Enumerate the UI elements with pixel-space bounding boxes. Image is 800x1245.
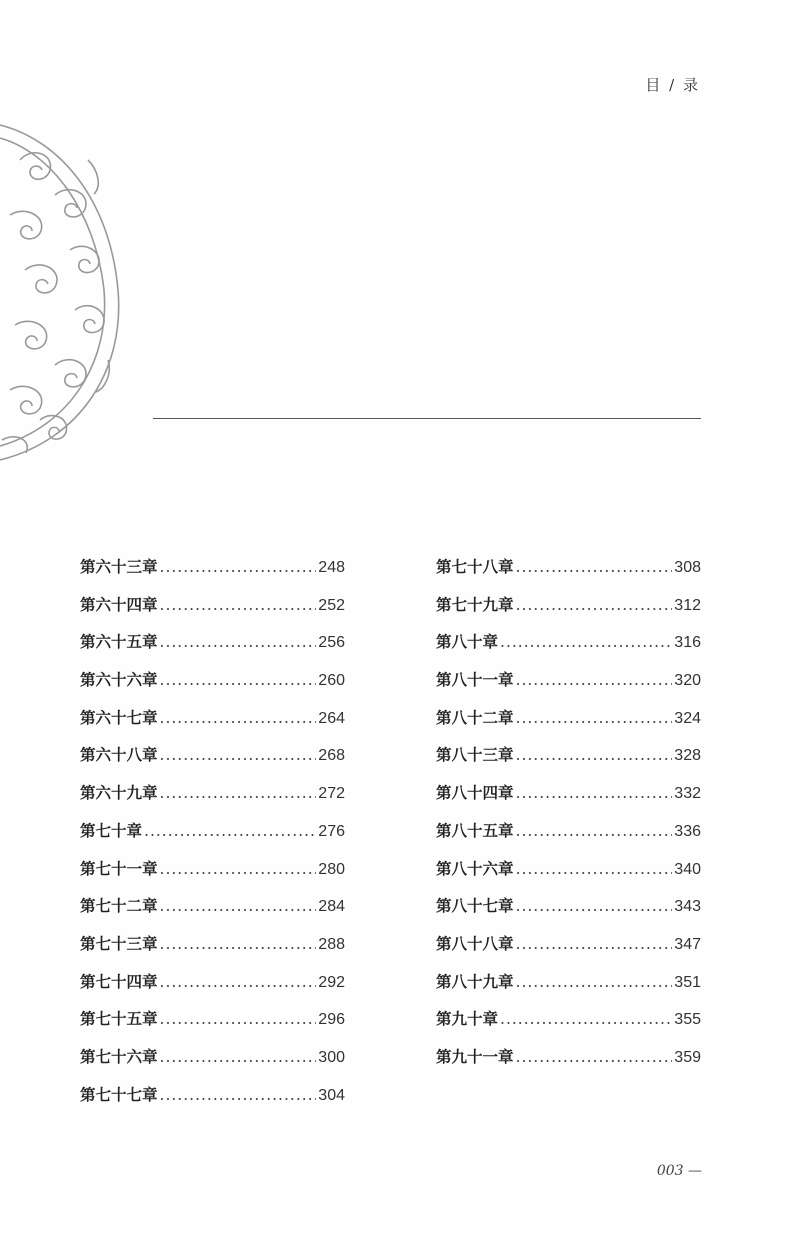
toc-entry[interactable] xyxy=(80,1084,345,1122)
toc-leader-dots xyxy=(500,631,672,653)
toc-page-number: 332 xyxy=(674,785,701,803)
toc-chapter-label: 第七十二章 xyxy=(80,896,158,916)
toc-page-number: 343 xyxy=(674,898,701,916)
toc-chapter-label: 第六十八章 xyxy=(80,745,158,765)
toc-leader-dots xyxy=(160,782,317,804)
toc-page-number: 304 xyxy=(318,1086,345,1104)
toc-chapter-label: 第七十六章 xyxy=(80,1046,158,1066)
toc-leader-dots xyxy=(516,594,673,616)
toc-page-number: 280 xyxy=(318,860,345,878)
toc-chapter-label: 第八十四章 xyxy=(436,783,514,803)
toc-page-number: 296 xyxy=(318,1011,345,1029)
toc-page-number: 252 xyxy=(318,596,345,614)
toc-entry[interactable] xyxy=(80,1008,345,1046)
toc-leader-dots xyxy=(516,820,673,842)
toc-leader-dots xyxy=(516,971,673,993)
toc-entry[interactable] xyxy=(80,594,345,632)
toc-chapter-label: 第七十九章 xyxy=(436,594,514,614)
toc-chapter-label: 第九十一章 xyxy=(436,1046,514,1066)
page-number: 003 — xyxy=(656,1163,702,1179)
toc-chapter-label: 第六十五章 xyxy=(80,632,158,652)
toc-leader-dots xyxy=(160,1008,317,1030)
toc-entry[interactable] xyxy=(436,669,701,707)
toc-chapter-label: 第七十一章 xyxy=(80,858,158,878)
toc-leader-dots xyxy=(516,895,673,917)
toc-leader-dots xyxy=(160,594,317,616)
toc-leader-dots xyxy=(160,971,317,993)
toc-page-number: 320 xyxy=(674,672,701,690)
toc-chapter-label: 第七十七章 xyxy=(80,1084,158,1104)
toc-column-right xyxy=(436,556,701,1084)
toc-page-number: 316 xyxy=(674,634,701,652)
toc-entry[interactable] xyxy=(436,1046,701,1084)
toc-leader-dots xyxy=(160,556,317,578)
toc-chapter-label: 第八十九章 xyxy=(436,971,514,991)
toc-entry[interactable] xyxy=(80,744,345,782)
toc-chapter-label: 第七十四章 xyxy=(80,971,158,991)
toc-page-number: 272 xyxy=(318,785,345,803)
toc-leader-dots xyxy=(516,782,673,804)
toc-page-number: 292 xyxy=(318,973,345,991)
toc-chapter-label: 第八十二章 xyxy=(436,707,514,727)
toc-entry[interactable] xyxy=(436,744,701,782)
toc-page-number: 308 xyxy=(674,559,701,576)
toc-entry[interactable] xyxy=(436,820,701,858)
toc-entry[interactable] xyxy=(436,858,701,896)
toc-chapter-label: 第八十六章 xyxy=(436,858,514,878)
toc-column-left xyxy=(80,556,345,1121)
toc-entry[interactable] xyxy=(80,858,345,896)
toc-leader-dots xyxy=(160,631,317,653)
toc-chapter-label: 第六十三章 xyxy=(80,557,158,576)
toc-entry[interactable] xyxy=(80,556,345,594)
toc-chapter-label: 第八十八章 xyxy=(436,933,514,953)
toc-entry[interactable] xyxy=(80,631,345,669)
toc-leader-dots xyxy=(500,1008,672,1030)
toc-chapter-label: 第九十章 xyxy=(436,1009,499,1029)
toc-page-number: 347 xyxy=(674,935,701,953)
toc-page-number: 359 xyxy=(674,1048,701,1066)
toc-page-number: 324 xyxy=(674,709,701,727)
page-header-title: 目 / 录 xyxy=(645,76,700,94)
toc-entry[interactable] xyxy=(80,933,345,971)
toc-chapter-label: 第六十九章 xyxy=(80,783,158,803)
toc-chapter-label: 第七十章 xyxy=(80,820,143,840)
toc-page-number: 248 xyxy=(318,559,345,576)
toc-entry[interactable] xyxy=(80,782,345,820)
toc-leader-dots xyxy=(160,1046,317,1068)
toc-leader-dots xyxy=(516,556,673,578)
toc-entry[interactable] xyxy=(80,1046,345,1084)
toc-chapter-label: 第七十八章 xyxy=(436,557,514,576)
toc-page-number: 276 xyxy=(318,822,345,840)
toc-entry[interactable] xyxy=(436,707,701,745)
toc-page-number: 312 xyxy=(674,596,701,614)
toc-entry[interactable] xyxy=(80,971,345,1009)
toc-page-number: 355 xyxy=(674,1011,701,1029)
toc-page-number: 284 xyxy=(318,898,345,916)
toc-chapter-label: 第八十五章 xyxy=(436,820,514,840)
toc-entry[interactable] xyxy=(80,707,345,745)
toc-leader-dots xyxy=(160,744,317,766)
toc-leader-dots xyxy=(160,858,317,880)
toc-page-number: 256 xyxy=(318,634,345,652)
toc-chapter-label: 第八十七章 xyxy=(436,896,514,916)
toc-chapter-label: 第八十章 xyxy=(436,632,499,652)
toc-entry[interactable] xyxy=(436,556,701,594)
toc-chapter-label: 第六十六章 xyxy=(80,670,158,690)
toc-leader-dots xyxy=(160,933,317,955)
toc-leader-dots xyxy=(516,1046,673,1068)
toc-leader-dots xyxy=(516,744,673,766)
toc-leader-dots xyxy=(160,707,317,729)
toc-leader-dots xyxy=(516,707,673,729)
toc-page-number: 288 xyxy=(318,935,345,953)
toc-entry[interactable] xyxy=(436,933,701,971)
toc-page-number: 300 xyxy=(318,1048,345,1066)
toc-chapter-label: 第六十七章 xyxy=(80,707,158,727)
toc-entry[interactable] xyxy=(436,782,701,820)
toc-entry[interactable] xyxy=(436,631,701,669)
toc-page-number: 264 xyxy=(318,709,345,727)
toc-page-number: 336 xyxy=(674,822,701,840)
toc-leader-dots xyxy=(516,933,673,955)
toc-entry[interactable] xyxy=(436,971,701,1009)
toc-page-number: 328 xyxy=(674,747,701,765)
header-divider xyxy=(153,418,701,419)
toc-leader-dots xyxy=(144,820,316,842)
toc-entry[interactable] xyxy=(80,669,345,707)
toc-page-number: 260 xyxy=(318,672,345,690)
toc-chapter-label: 第七十五章 xyxy=(80,1009,158,1029)
toc-entry[interactable] xyxy=(436,1008,701,1046)
toc-leader-dots xyxy=(516,669,673,691)
toc-chapter-label: 第七十三章 xyxy=(80,933,158,953)
toc-chapter-label: 第六十四章 xyxy=(80,594,158,614)
toc-leader-dots xyxy=(516,858,673,880)
toc-page-number: 340 xyxy=(674,860,701,878)
toc-leader-dots xyxy=(160,895,317,917)
toc-entry[interactable] xyxy=(80,820,345,858)
toc-leader-dots xyxy=(160,1084,317,1106)
toc-entry[interactable] xyxy=(436,594,701,632)
cloud-scroll-ornament-icon xyxy=(0,120,130,465)
toc-page-number: 268 xyxy=(318,747,345,765)
toc-entry[interactable] xyxy=(80,895,345,933)
toc-page-number: 351 xyxy=(674,973,701,991)
toc-chapter-label: 第八十三章 xyxy=(436,745,514,765)
toc-leader-dots xyxy=(160,669,317,691)
toc-chapter-label: 第八十一章 xyxy=(436,670,514,690)
toc-entry[interactable] xyxy=(436,895,701,933)
